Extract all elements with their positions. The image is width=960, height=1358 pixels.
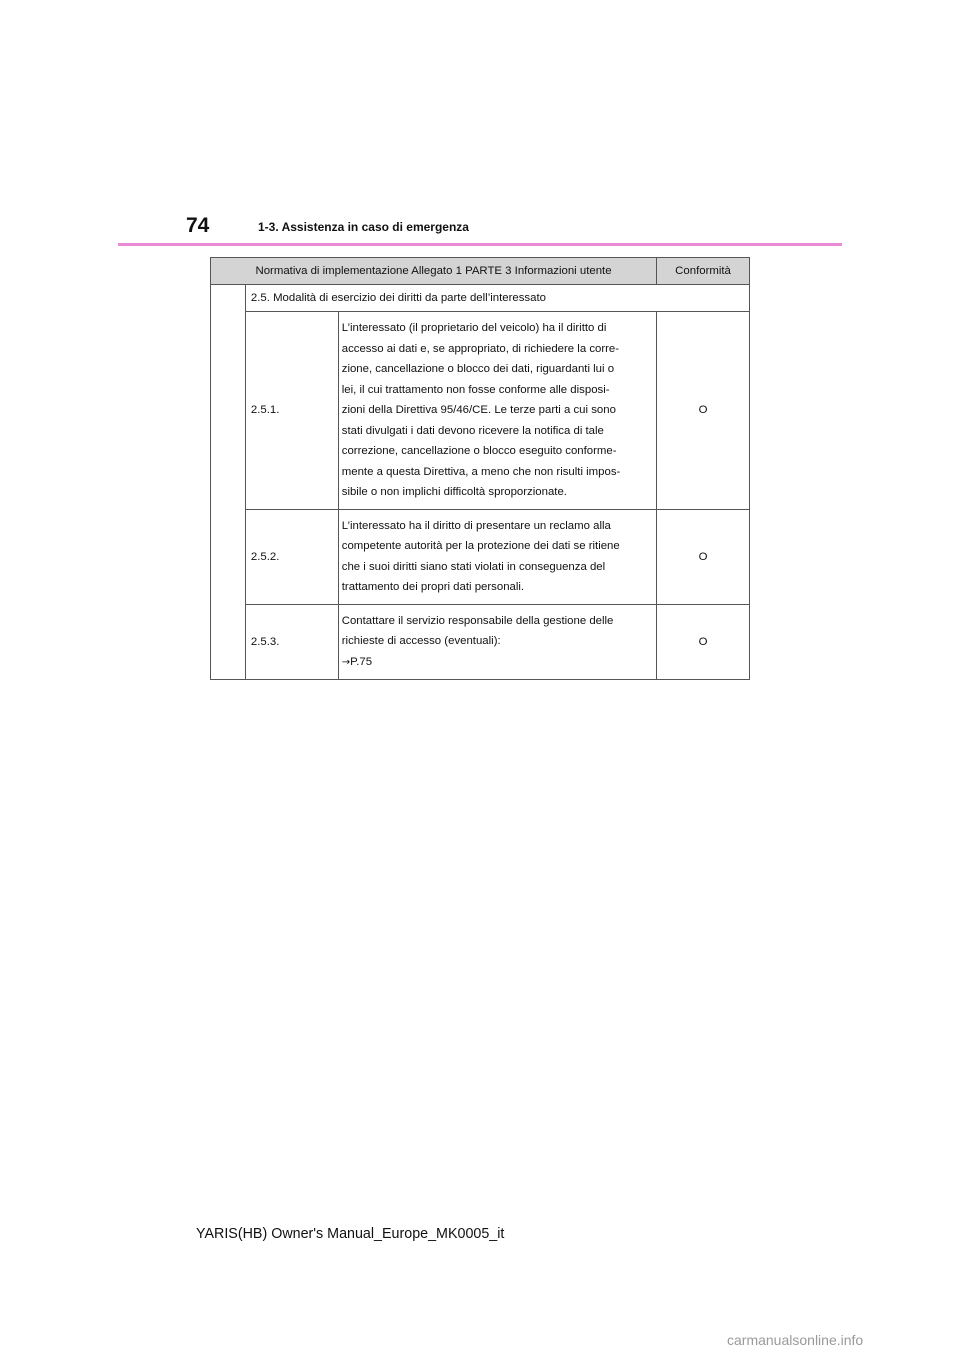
group-title: 2.5. Modalità di esercizio dei diritti da parte dell’interessato bbox=[245, 285, 749, 312]
description-line: sibile o non implichi difficoltà sproporzionate. bbox=[341, 486, 567, 498]
item-conformity: O bbox=[657, 604, 750, 680]
description-line: lei, il cui trattamento non fosse conforme alle disposi- bbox=[341, 383, 610, 396]
table-row bbox=[211, 312, 750, 510]
item-conformity: O bbox=[657, 312, 750, 510]
table-row bbox=[211, 604, 750, 680]
item-description bbox=[338, 604, 656, 680]
description-line: stati divulgati i dati devono ricevere la notifica di tale bbox=[341, 424, 604, 437]
column-header-regulation: Normativa di implementazione Allegato 1 PARTE 3 Informazioni utente bbox=[211, 258, 657, 285]
item-description bbox=[338, 509, 656, 604]
compliance-table bbox=[210, 257, 750, 680]
section-title: 1-3. Assistenza in caso di emergenza bbox=[258, 220, 469, 234]
header-divider bbox=[118, 243, 842, 246]
description-line: correzione, cancellazione o blocco eseguito conforme- bbox=[341, 445, 617, 457]
item-id: 2.5.3. bbox=[245, 604, 338, 680]
page-number: 74 bbox=[186, 214, 210, 237]
footer-manual-title: YARIS(HB) Owner's Manual_Europe_MK0005_it bbox=[196, 1226, 505, 1242]
description-line: Contattare il servizio responsabile della gestione delle bbox=[341, 614, 614, 627]
description-line: trattamento dei propri dati personali. bbox=[341, 581, 525, 593]
description-line: mente a questa Direttiva, a meno che non risulti impos- bbox=[341, 465, 621, 478]
description-line: competente autorità per la protezione dei dati se ritiene bbox=[341, 540, 620, 552]
page-reference[interactable] bbox=[342, 652, 654, 674]
watermark: carmanualsonline.info bbox=[727, 1332, 864, 1348]
group-row bbox=[211, 285, 750, 312]
description-line: L’interessato (il proprietario del veicolo) ha il diritto di bbox=[341, 322, 607, 334]
description-line: accesso ai dati e, se appropriato, di richiedere la corre- bbox=[341, 342, 620, 355]
item-description bbox=[338, 312, 656, 510]
description-line: L’interessato ha il diritto di presentare un reclamo alla bbox=[341, 519, 611, 532]
page-reference-label[interactable]: P.75 bbox=[350, 655, 373, 668]
description-line: zioni della Direttiva 95/46/CE. Le terze parti a cui sono bbox=[341, 404, 616, 416]
table-header-row bbox=[211, 258, 750, 285]
description-line: che i suoi diritti siano stati violati in conseguenza del bbox=[341, 560, 606, 573]
description-line: richieste di accesso (eventuali): bbox=[341, 635, 501, 647]
item-conformity: O bbox=[657, 509, 750, 604]
table-row bbox=[211, 509, 750, 604]
arrow-right-icon: → bbox=[341, 656, 351, 668]
indent-cell bbox=[211, 285, 246, 680]
item-id: 2.5.2. bbox=[245, 509, 338, 604]
column-header-conformity: Conformità bbox=[657, 258, 750, 285]
description-line: zione, cancellazione o blocco dei dati, riguardanti lui o bbox=[341, 363, 615, 375]
item-id: 2.5.1. bbox=[245, 312, 338, 510]
